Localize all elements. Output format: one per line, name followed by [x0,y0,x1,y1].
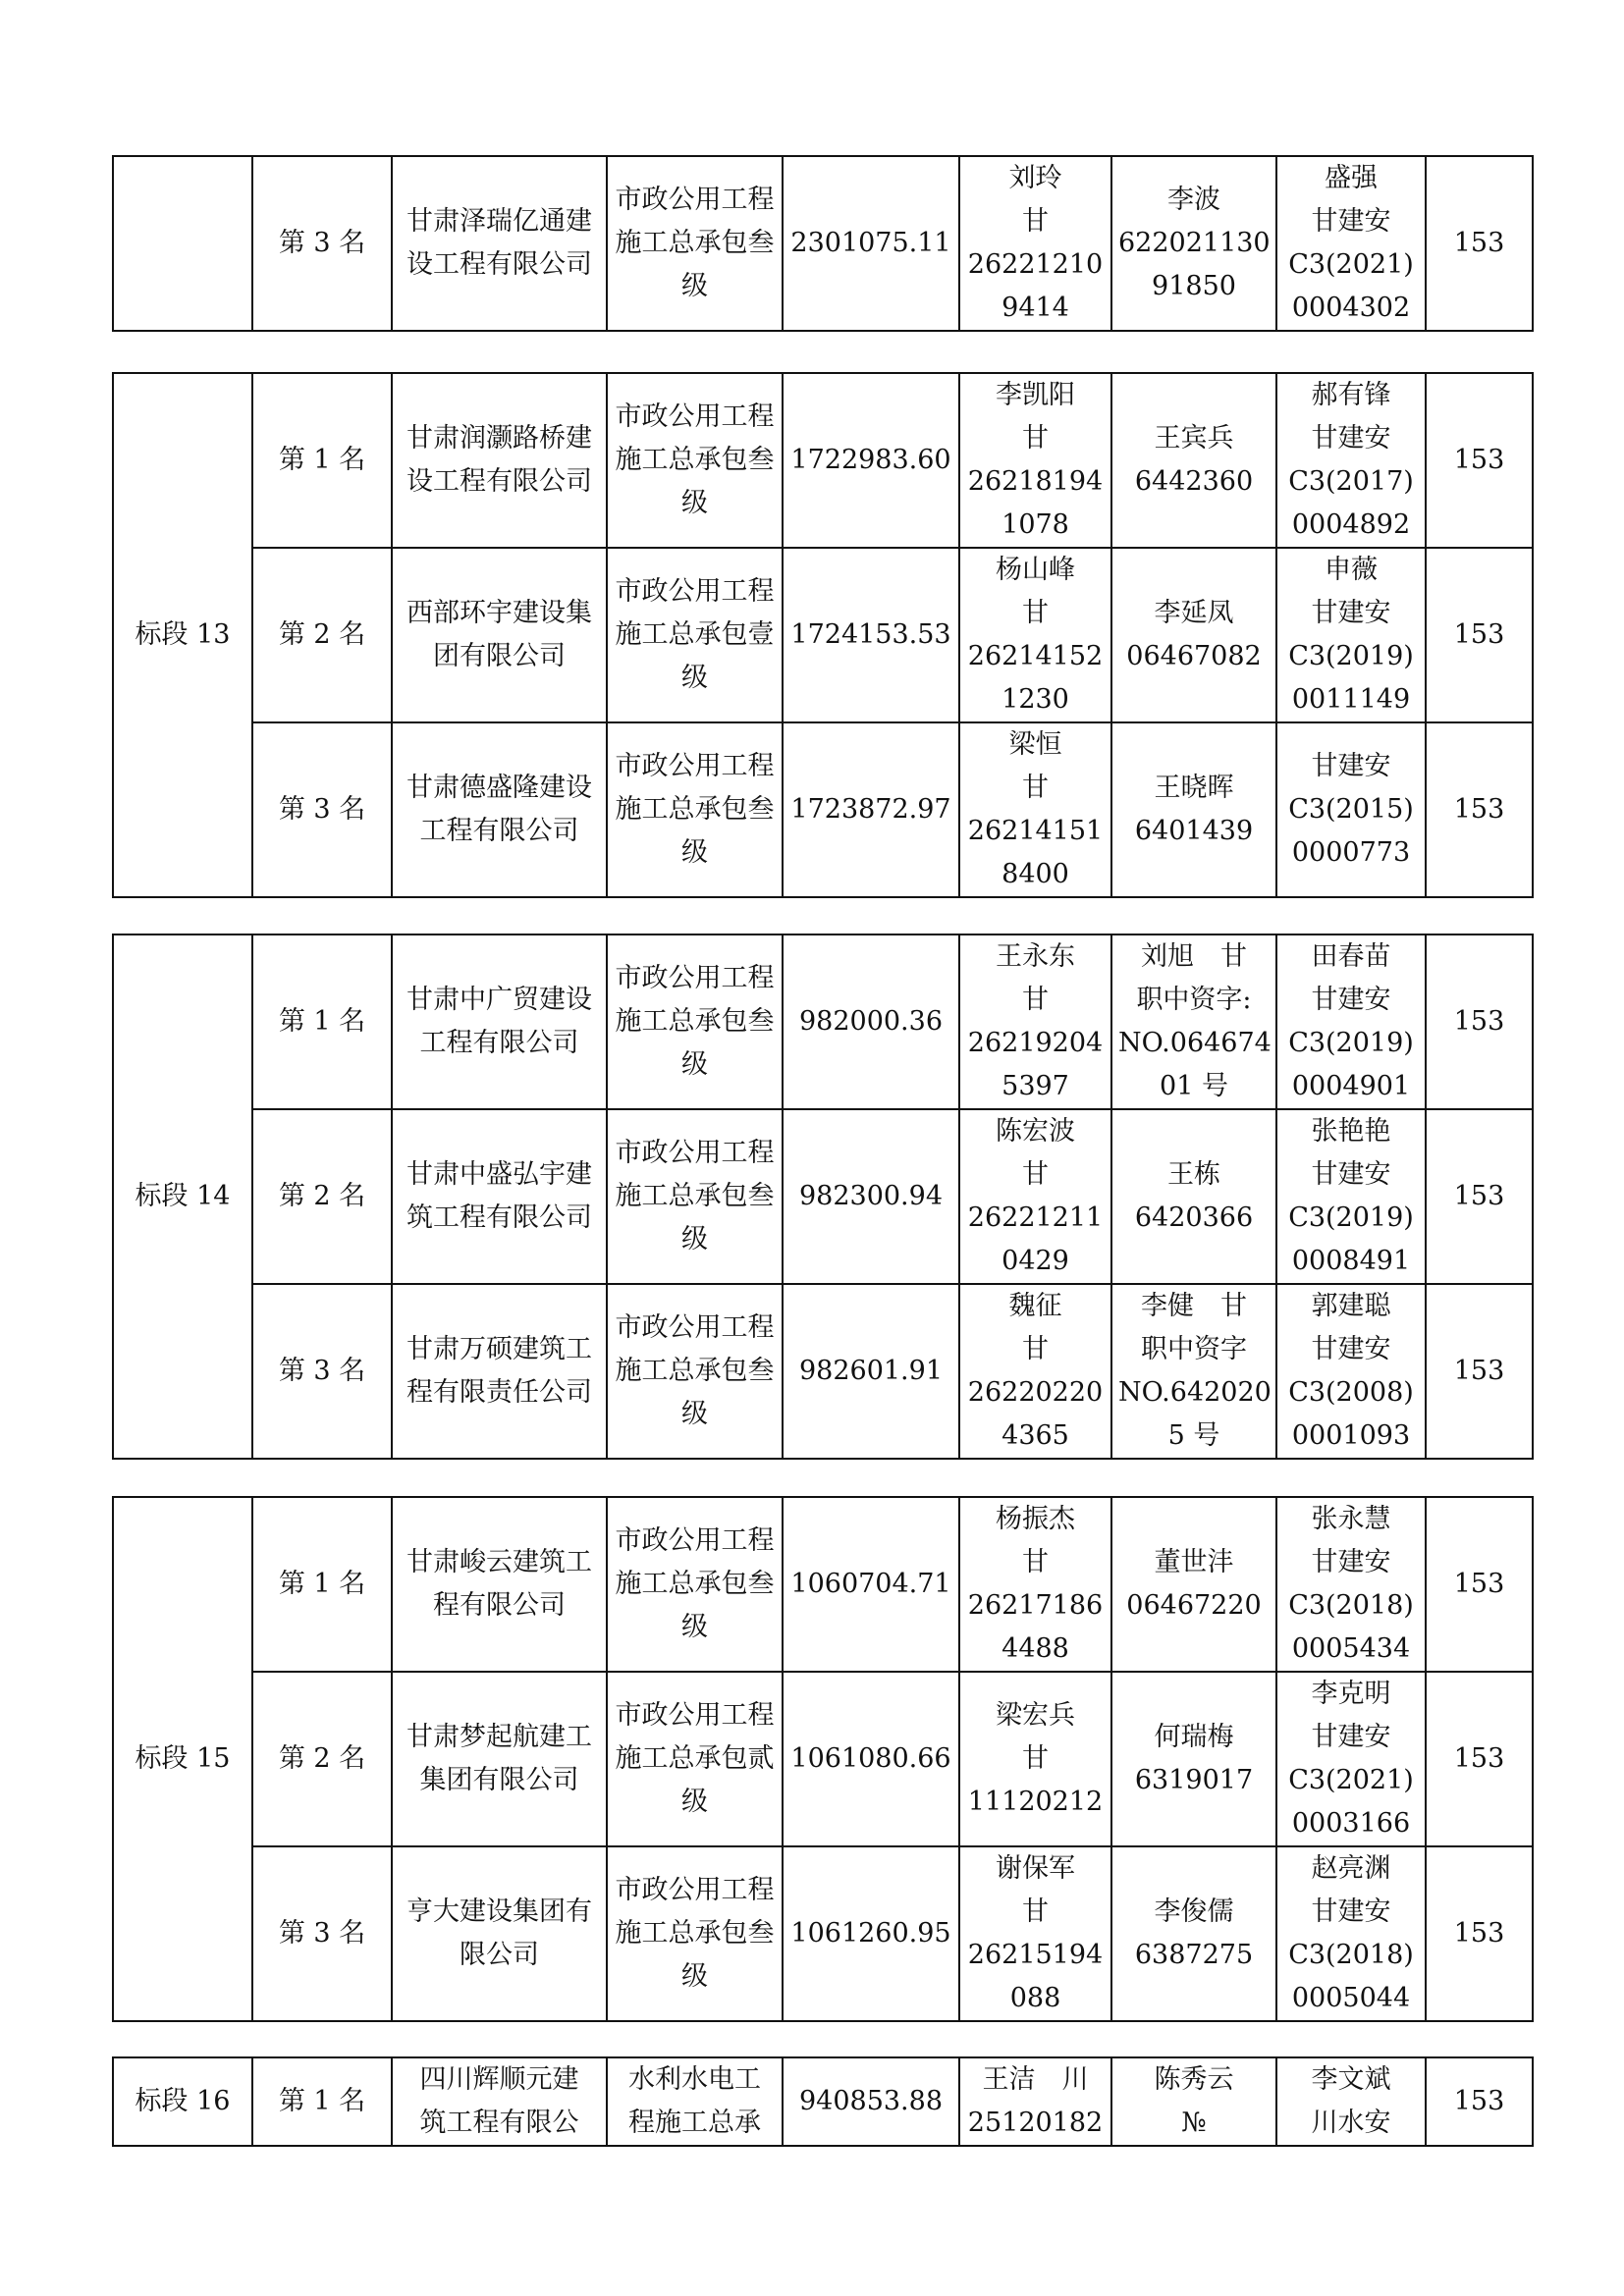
safety-officer-cell: 田春苗 甘建安 C3(2019) 0004901 [1276,934,1426,1109]
qualification-cell: 市政公用工程施工总承包贰级 [607,1672,783,1846]
section-cell: 标段 13 [113,373,252,897]
qualification-cell: 水利水电工 程施工总承 [607,2057,783,2146]
rank-cell: 第 3 名 [252,1846,392,2021]
technical-lead-cell: 陈秀云 № [1111,2057,1276,2146]
bid-price-cell: 1722983.60 [783,373,959,548]
rank-cell: 第 1 名 [252,1497,392,1672]
rank-cell: 第 1 名 [252,2057,392,2146]
company-cell: 四川辉顺元建 筑工程有限公 [392,2057,607,2146]
bid-table-section-13 [112,372,1534,898]
company-cell: 甘肃万硕建筑工程有限责任公司 [392,1284,607,1459]
company-cell: 甘肃润灏路桥建设工程有限公司 [392,373,607,548]
project-manager-cell: 梁恒 甘 26214151 8400 [959,722,1111,897]
score-cell: 153 [1426,1846,1533,2021]
score-cell: 153 [1426,156,1533,331]
table-row [113,548,1533,722]
technical-lead-cell: 王晓晖 6401439 [1111,722,1276,897]
bid-price-cell: 1061260.95 [783,1846,959,2021]
safety-officer-cell: 申薇 甘建安 C3(2019) 0011149 [1276,548,1426,722]
qualification-cell: 市政公用工程施工总承包叁级 [607,156,783,331]
company-cell: 西部环宇建设集团有限公司 [392,548,607,722]
qualification-cell: 市政公用工程施工总承包叁级 [607,722,783,897]
qualification-cell: 市政公用工程施工总承包叁级 [607,1497,783,1672]
table-row [113,1284,1533,1459]
bid-price-cell: 1060704.71 [783,1497,959,1672]
table-row [113,1672,1533,1846]
bid-price-cell: 940853.88 [783,2057,959,2146]
company-cell: 甘肃梦起航建工集团有限公司 [392,1672,607,1846]
qualification-cell: 市政公用工程施工总承包壹级 [607,548,783,722]
technical-lead-cell: 王栋 6420366 [1111,1109,1276,1284]
table-row [113,1497,1533,1672]
technical-lead-cell: 王宾兵 6442360 [1111,373,1276,548]
company-cell: 甘肃中广贸建设工程有限公司 [392,934,607,1109]
score-cell: 153 [1426,1497,1533,1672]
bid-table-continued [112,155,1534,332]
rank-cell: 第 1 名 [252,373,392,548]
bid-price-cell: 2301075.11 [783,156,959,331]
bid-price-cell: 1061080.66 [783,1672,959,1846]
qualification-cell: 市政公用工程施工总承包叁级 [607,373,783,548]
project-manager-cell: 魏征 甘 26220220 4365 [959,1284,1111,1459]
technical-lead-cell: 李俊儒 6387275 [1111,1846,1276,2021]
qualification-cell: 市政公用工程施工总承包叁级 [607,934,783,1109]
technical-lead-cell: 何瑞梅 6319017 [1111,1672,1276,1846]
rank-cell: 第 2 名 [252,548,392,722]
qualification-cell: 市政公用工程施工总承包叁级 [607,1284,783,1459]
section-cell [113,156,252,331]
bid-table-section-16 [112,2056,1534,2147]
project-manager-cell: 杨山峰 甘 26214152 1230 [959,548,1111,722]
project-manager-cell: 李凯阳 甘 26218194 1078 [959,373,1111,548]
score-cell: 153 [1426,1672,1533,1846]
bid-price-cell: 982000.36 [783,934,959,1109]
project-manager-cell: 王永东 甘 26219204 5397 [959,934,1111,1109]
safety-officer-cell: 李克明 甘建安 C3(2021) 0003166 [1276,1672,1426,1846]
score-cell: 153 [1426,373,1533,548]
score-cell: 153 [1426,934,1533,1109]
table-row [113,373,1533,548]
rank-cell: 第 3 名 [252,156,392,331]
technical-lead-cell: 李延凤 06467082 [1111,548,1276,722]
section-cell: 标段 14 [113,934,252,1459]
bid-price-cell: 1723872.97 [783,722,959,897]
safety-officer-cell: 郝有锋 甘建安 C3(2017) 0004892 [1276,373,1426,548]
rank-cell: 第 2 名 [252,1672,392,1846]
safety-officer-cell: 赵亮渊 甘建安 C3(2018) 0005044 [1276,1846,1426,2021]
bid-price-cell: 982300.94 [783,1109,959,1284]
rank-cell: 第 3 名 [252,722,392,897]
company-cell: 甘肃泽瑞亿通建设工程有限公司 [392,156,607,331]
section-cell: 标段 15 [113,1497,252,2021]
project-manager-cell: 梁宏兵 甘 11120212 [959,1672,1111,1846]
score-cell: 153 [1426,2057,1533,2146]
bid-table-section-15 [112,1496,1534,2022]
project-manager-cell: 王洁 川 25120182 [959,2057,1111,2146]
company-cell: 亨大建设集团有限公司 [392,1846,607,2021]
company-cell: 甘肃中盛弘宇建筑工程有限公司 [392,1109,607,1284]
qualification-cell: 市政公用工程施工总承包叁级 [607,1846,783,2021]
bid-price-cell: 982601.91 [783,1284,959,1459]
rank-cell: 第 2 名 [252,1109,392,1284]
safety-officer-cell: 张永慧 甘建安 C3(2018) 0005434 [1276,1497,1426,1672]
score-cell: 153 [1426,722,1533,897]
qualification-cell: 市政公用工程施工总承包叁级 [607,1109,783,1284]
safety-officer-cell: 郭建聪 甘建安 C3(2008) 0001093 [1276,1284,1426,1459]
project-manager-cell: 谢保军 甘 26215194 088 [959,1846,1111,2021]
table-row [113,156,1533,331]
table-row [113,2057,1533,2146]
project-manager-cell: 杨振杰 甘 26217186 4488 [959,1497,1111,1672]
safety-officer-cell: 张艳艳 甘建安 C3(2019) 0008491 [1276,1109,1426,1284]
table-row [113,934,1533,1109]
project-manager-cell: 刘玲 甘 26221210 9414 [959,156,1111,331]
company-cell: 甘肃德盛隆建设工程有限公司 [392,722,607,897]
table-row [113,722,1533,897]
safety-officer-cell: 李文斌 川水安 [1276,2057,1426,2146]
rank-cell: 第 1 名 [252,934,392,1109]
technical-lead-cell: 刘旭 甘 职中资字: NO.064674 01 号 [1111,934,1276,1109]
company-cell: 甘肃峻云建筑工程有限公司 [392,1497,607,1672]
safety-officer-cell: 盛强 甘建安 C3(2021) 0004302 [1276,156,1426,331]
technical-lead-cell: 董世沣 06467220 [1111,1497,1276,1672]
section-cell: 标段 16 [113,2057,252,2146]
score-cell: 153 [1426,1109,1533,1284]
score-cell: 153 [1426,548,1533,722]
table-row [113,1846,1533,2021]
technical-lead-cell: 李波 622021130 91850 [1111,156,1276,331]
bid-table-section-14 [112,934,1534,1460]
table-row [113,1109,1533,1284]
safety-officer-cell: 甘建安 C3(2015) 0000773 [1276,722,1426,897]
bid-price-cell: 1724153.53 [783,548,959,722]
project-manager-cell: 陈宏波 甘 26221211 0429 [959,1109,1111,1284]
rank-cell: 第 3 名 [252,1284,392,1459]
score-cell: 153 [1426,1284,1533,1459]
technical-lead-cell: 李健 甘 职中资字 NO.642020 5 号 [1111,1284,1276,1459]
